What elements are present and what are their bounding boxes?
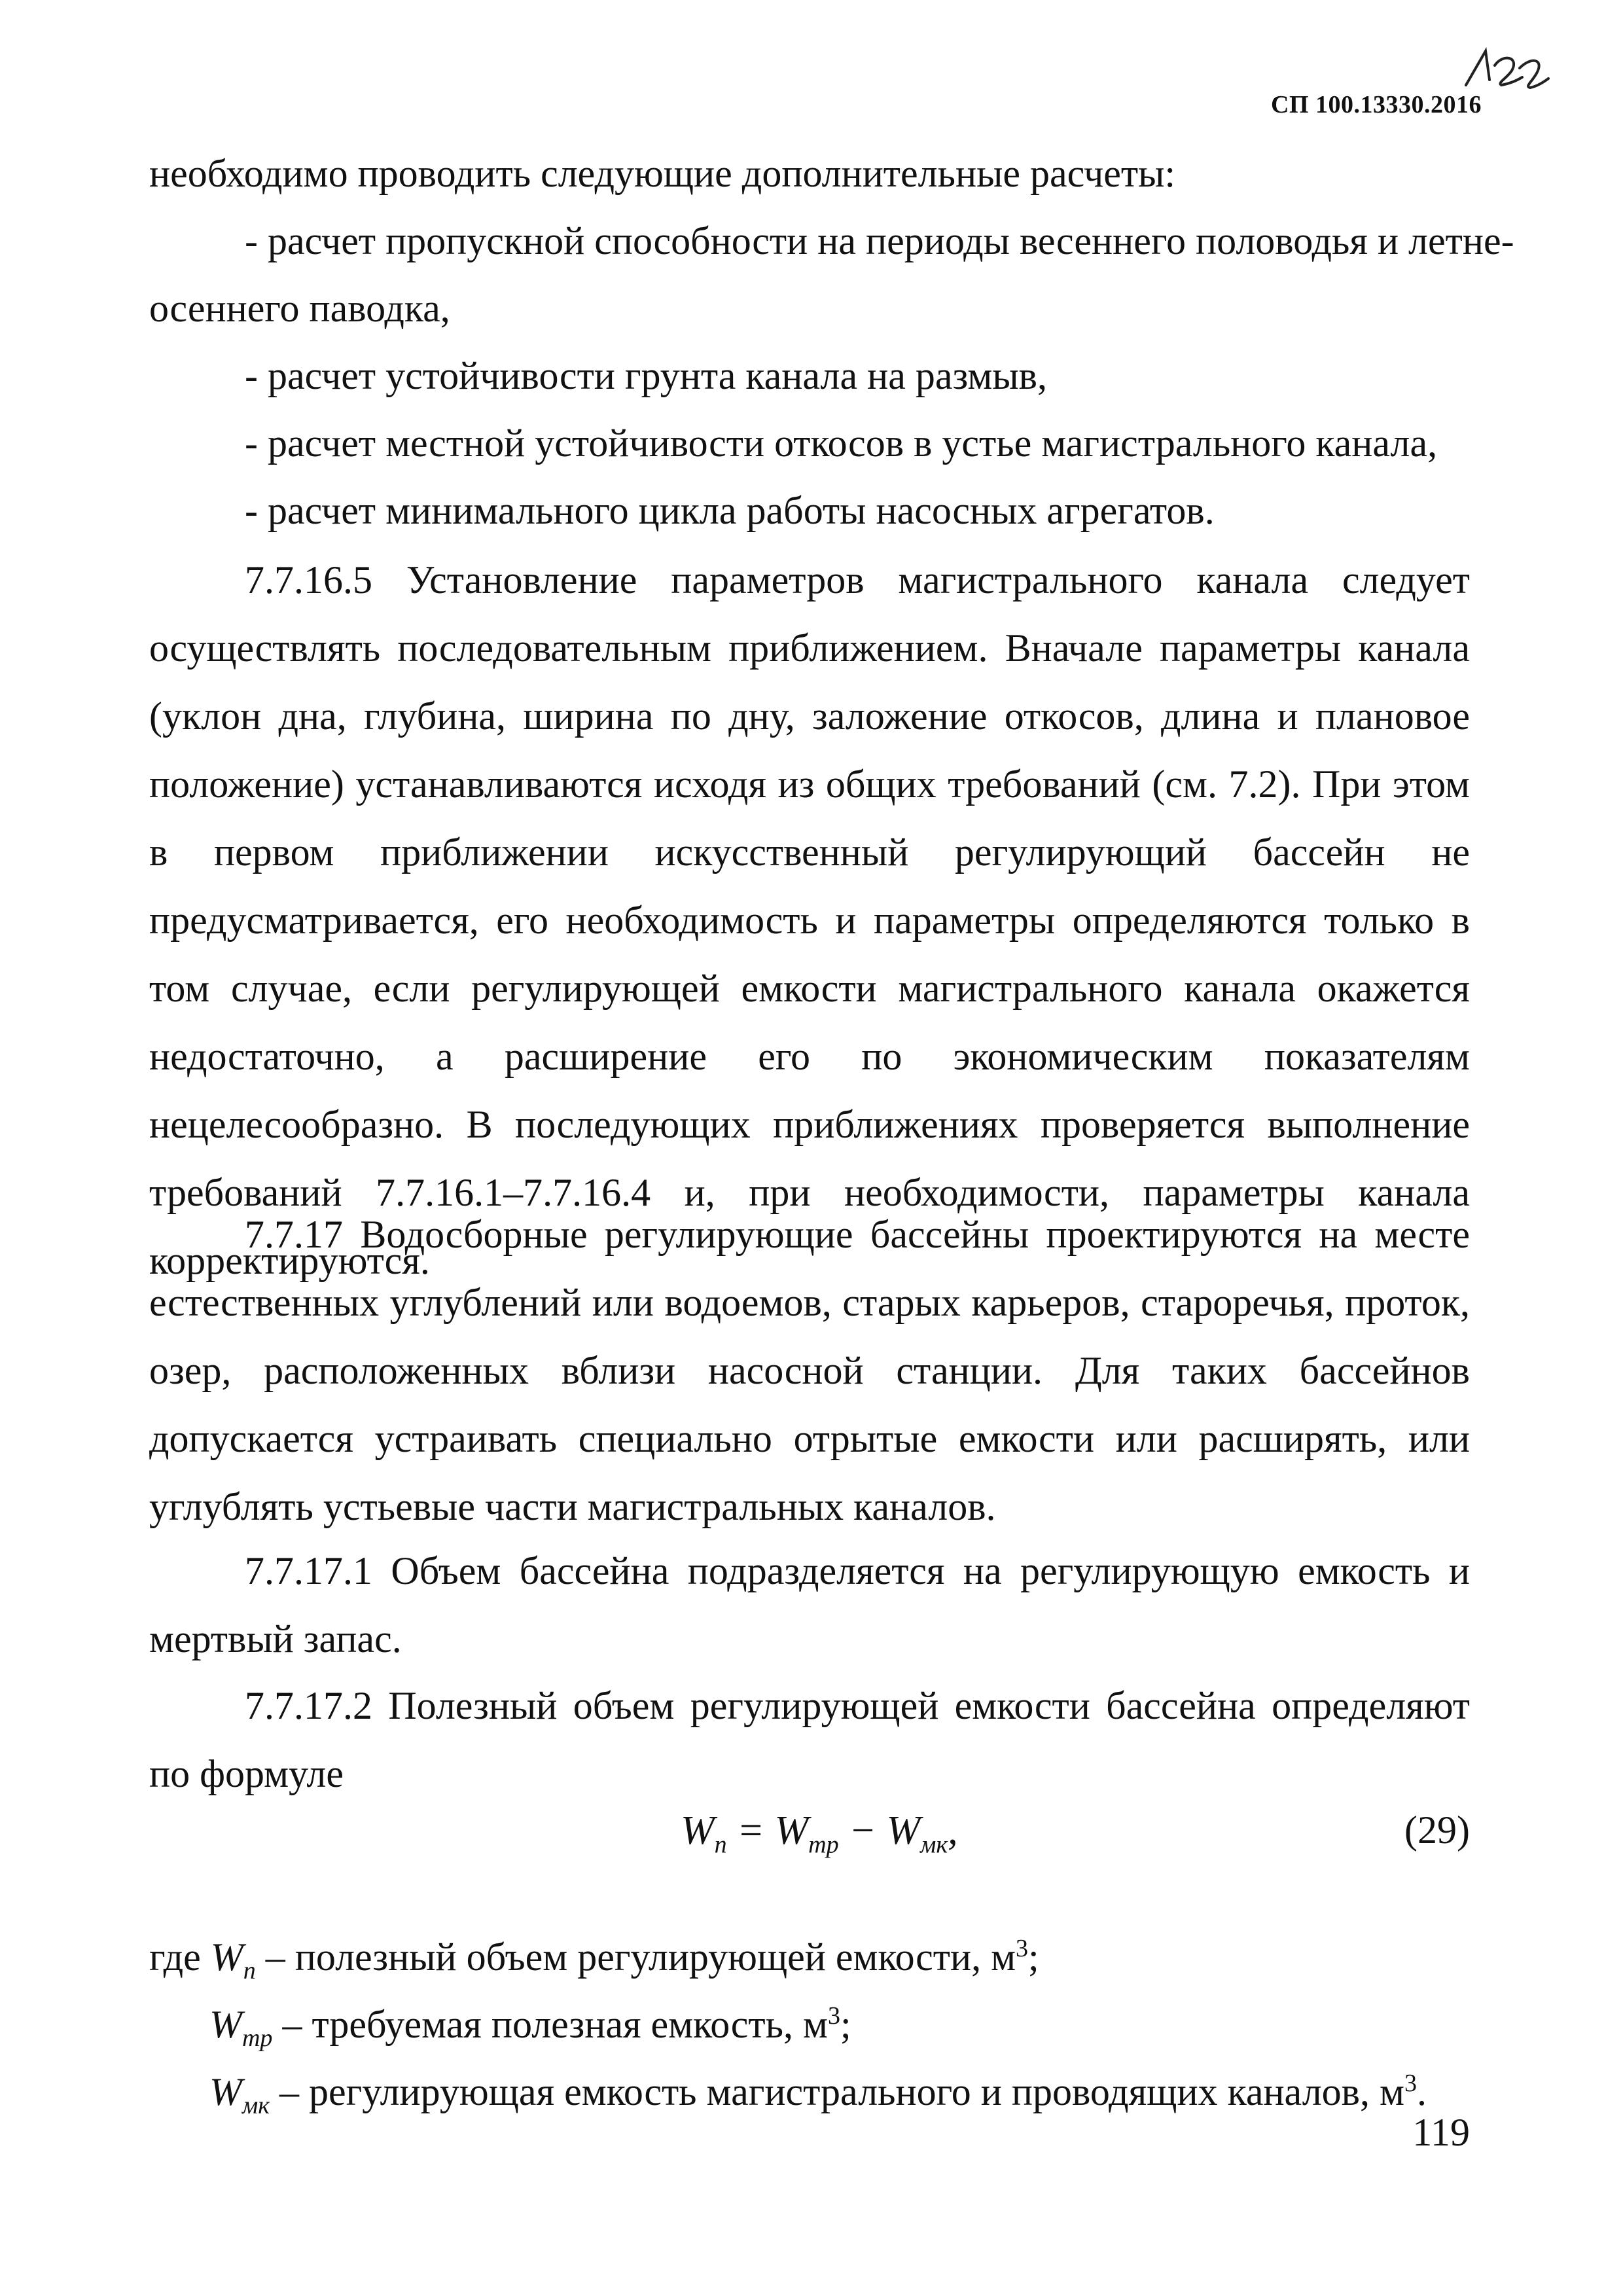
list-item: - расчет пропускной способности на периоды весеннего половодья и летне- bbox=[245, 219, 1514, 262]
intro-text: необходимо проводить следующие дополнительные расчеты: bbox=[149, 152, 1176, 195]
definition-2: $W_{тр}$ – требуемая полезная емкость, $м^3$; bbox=[209, 2002, 851, 2052]
list-item: - расчет минимального цикла работы насосных агрегатов. bbox=[245, 489, 1215, 532]
formula-number: (29) bbox=[1404, 1808, 1470, 1852]
list-item: - расчет местной устойчивости откосов в устье магистрального канала, bbox=[245, 422, 1438, 465]
definition-1: где $W_п$ – полезный объем регулирующей емкости, $м^3$; bbox=[149, 1935, 1039, 1984]
document-code: СП 100.13330.2016 bbox=[1271, 91, 1482, 118]
handwritten-page-number bbox=[1459, 39, 1551, 98]
paragraph-7-7-16-5: 7.7.16.5 Установление параметров магистрального канала следует осуществлять последовательным приближением. Вначале параметры канала (уклон дна, глубина, ширина по дну, заложение откосов, длина и плановое положение) устанавливаются исходя из общих требований (см. 7.2). При этом в первом приближении искусственный регулирующий бассейн не предусматривается, его необходимость и параметры определяются только в том случае, если регулирующей емкости магистрального канала окажется недостаточно, а расширение его по экономическим показателям нецелесообразно. В последующих приближениях проверяется выполнение требований 7.7.16.1–7.7.16.4 и, при необходимости, параметры канала корректируются. bbox=[149, 558, 1470, 1282]
paragraph-7-7-17-1: 7.7.17.1 Объем бассейна подразделяется на регулирующую емкость и мертвый запас. bbox=[149, 1549, 1470, 1660]
list-item-continuation: осеннего паводка, bbox=[149, 287, 450, 330]
definition-3: $W_{мк}$ – регулирующая емкость магистрального и проводящих каналов, $м^3$. bbox=[209, 2070, 1427, 2119]
paragraph-7-7-17-2: 7.7.17.2 Полезный объем регулирующей емкости бассейна определяют по формуле bbox=[149, 1684, 1470, 1795]
formula-29: $W_п = W_{тр} - W_{мк}$, bbox=[681, 1808, 958, 1859]
paragraph-7-7-17: 7.7.17 Водосборные регулирующие бассейны проектируются на месте естественных углублений или водоемов, старых карьеров, староречья, проток, озер, расположенных вблизи насосной станции. Для таких бассейнов допускается устраивать специально отрытые емкости или расширять, или углублять устьевые части магистральных каналов. bbox=[149, 1213, 1470, 1528]
page-number: 119 bbox=[1412, 2111, 1470, 2154]
list-item: - расчет устойчивости грунта канала на размыв, bbox=[245, 354, 1047, 397]
